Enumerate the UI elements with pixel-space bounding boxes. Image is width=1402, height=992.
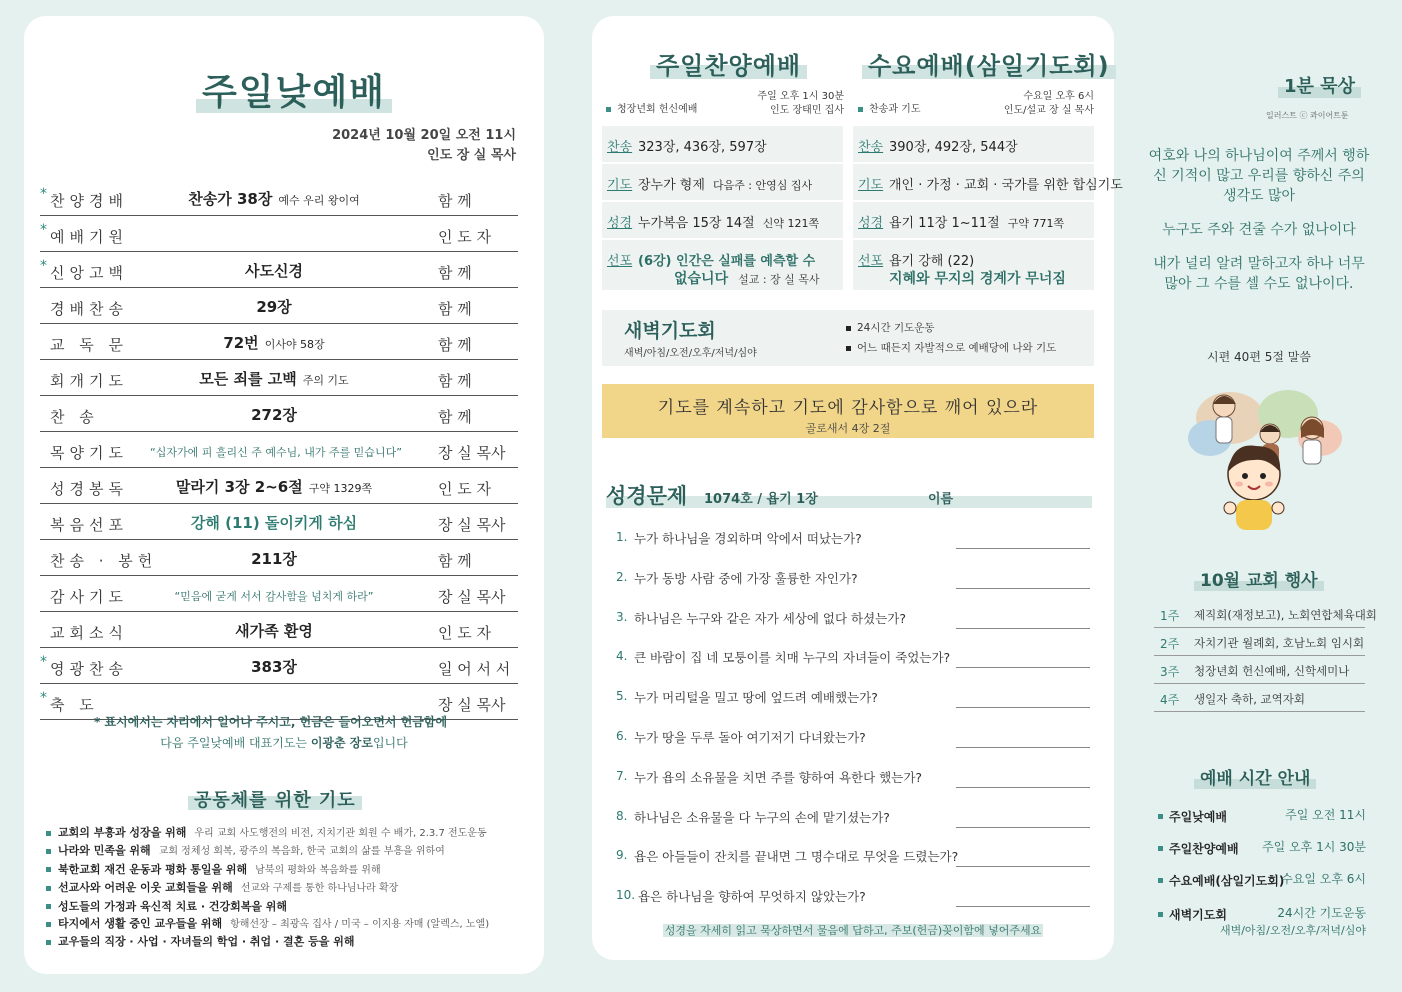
meditation-text: 여호와 나의 하나님이여 주께서 행하신 기적이 많고 우리를 향하신 주의 생각도 많아 누구도 주와 견줄 수가 없나이다 내가 널리 알려 말하고자 하나 너무 많아 그 수를 셀 수도 없나이다. bbox=[1148, 148, 1370, 292]
wednesday-meta: 수요일 오후 6시 인도/설교 장 실 목사 bbox=[1003, 91, 1094, 116]
worship-order-row bbox=[40, 432, 518, 468]
bullet-icon bbox=[46, 922, 51, 927]
worship-order-row bbox=[40, 216, 518, 252]
order-item-content: 272장 bbox=[251, 406, 297, 424]
order-item-person: 인 도 자 bbox=[438, 624, 492, 642]
bible-quiz-footer: 성경을 자세히 읽고 묵상하면서 물음에 답하고, 주보(헌금)꽂이함에 넣어주세요 bbox=[664, 924, 1042, 937]
quiz-number: 2. bbox=[616, 569, 628, 584]
bullet-icon bbox=[46, 867, 51, 872]
wednesday-service-title: 수요예배(삼일기도회) bbox=[868, 46, 1110, 81]
verse-text: 기도를 계속하고 기도에 감사함으로 깨어 있으라 bbox=[657, 398, 1039, 418]
dawn-prayer-title: 새벽기도회 bbox=[624, 320, 716, 342]
order-item-name: 목양기도 bbox=[50, 444, 128, 462]
stand-mark: * bbox=[40, 654, 47, 670]
event-name: 자치기관 월례회, 호남노회 임시회 bbox=[1194, 636, 1365, 650]
order-item-content: 모든 죄를 고백 주의 기도 bbox=[199, 370, 349, 388]
quiz-number: 8. bbox=[616, 808, 628, 823]
service-time-row bbox=[1158, 838, 1366, 857]
service-time: 주일 오전 11시 bbox=[1285, 808, 1366, 822]
service-row-value: 욥기 강해 (22) bbox=[889, 254, 975, 269]
order-item-person: 함 께 bbox=[438, 336, 472, 354]
quiz-question-text: 누가 땅을 두루 돌아 여기저기 다녀왔는가? bbox=[634, 730, 866, 745]
stand-mark: * bbox=[40, 690, 47, 706]
bullet-icon bbox=[1158, 878, 1163, 883]
order-item-content: 211장 bbox=[251, 550, 297, 568]
meditation-title: 1분 묵상 bbox=[1284, 72, 1355, 98]
quiz-number: 10. bbox=[616, 888, 636, 903]
sunday-praise-title: 주일찬양예배 bbox=[656, 46, 801, 81]
worship-order-row bbox=[40, 612, 518, 648]
service-row-label: 기도 bbox=[858, 178, 884, 193]
worship-order-row bbox=[40, 504, 518, 540]
answer-line[interactable] bbox=[956, 588, 1090, 589]
order-item-name: 축 도 bbox=[50, 696, 99, 714]
community-prayer-title: 공동체를 위한 기도 bbox=[194, 786, 356, 812]
order-item-person: 함 께 bbox=[438, 300, 472, 318]
event-row bbox=[1154, 628, 1365, 656]
service-row-value: 개인 · 가정 · 교회 · 국가를 위한 합심기도 bbox=[889, 178, 1123, 193]
answer-line[interactable] bbox=[956, 628, 1090, 629]
service-times-title: 예배 시간 안내 bbox=[1200, 764, 1310, 789]
event-name: 청장년회 헌신예배, 신학세미나 bbox=[1194, 664, 1350, 678]
service-row-value: 장누가 형제 다음주 : 안영심 집사 bbox=[638, 178, 813, 193]
worship-order-row bbox=[40, 576, 518, 612]
service-row-label: 성경 bbox=[607, 216, 633, 231]
order-item-content: 찬송가 38장 예수 우리 왕이여 bbox=[188, 190, 360, 208]
quiz-question-text: 누가 하나님을 경외하며 악에서 떠났는가? bbox=[634, 531, 862, 546]
quiz-question bbox=[616, 685, 1090, 709]
event-row bbox=[1154, 684, 1365, 712]
quiz-question-text: 누가 머리털을 밀고 땅에 엎드려 예배했는가? bbox=[634, 690, 878, 706]
prayer-item: 교회의 부흥과 성장을 위해 우리 교회 사도행전의 비전, 지치기관 회원 수 배가, 2.3.7 전도운동 bbox=[46, 824, 536, 842]
order-item-name: 영광찬송 bbox=[50, 660, 128, 678]
order-item-content: 29장 bbox=[256, 298, 292, 316]
sunday-praise-host: 청장년회 헌신예배 bbox=[606, 100, 697, 115]
event-week: 4주 bbox=[1160, 693, 1180, 707]
stand-mark: * bbox=[40, 186, 47, 202]
service-row bbox=[602, 202, 843, 240]
wednesday-details bbox=[853, 126, 1123, 292]
answer-line[interactable] bbox=[956, 827, 1090, 828]
meditation-reference: 시편 40편 5절 말씀 bbox=[1207, 350, 1311, 364]
worship-order-row bbox=[40, 252, 518, 288]
prayer-item: 선교사와 어려운 이웃 교회들을 위해 선교와 구제를 통한 하나님나라 확장 bbox=[46, 879, 536, 897]
service-time-row bbox=[1158, 904, 1366, 937]
order-item-name: 성경봉독 bbox=[50, 480, 128, 498]
bible-quiz-subtitle: 1074호 / 욥기 1장 bbox=[704, 492, 818, 507]
order-item-person: 장 실 목사 bbox=[438, 516, 506, 534]
service-row bbox=[853, 164, 1123, 202]
order-item-person: 함 께 bbox=[438, 552, 472, 570]
quiz-number: 7. bbox=[616, 768, 628, 783]
quiz-number: 9. bbox=[616, 848, 628, 863]
quiz-question bbox=[616, 805, 1090, 829]
service-row-value: 지혜와 무지의 경계가 무너짐 bbox=[889, 271, 1066, 287]
service-row bbox=[602, 240, 843, 292]
worship-title: 주일낮예배 bbox=[202, 64, 386, 115]
bullet-icon bbox=[1158, 846, 1163, 851]
service-time-row bbox=[1158, 870, 1366, 889]
bullet-icon bbox=[46, 940, 51, 945]
order-item-person: 장 실 목사 bbox=[438, 588, 506, 606]
service-time: 주일 오후 1시 30분 bbox=[1262, 840, 1366, 854]
service-row-label: 기도 bbox=[607, 178, 633, 193]
services-panel bbox=[592, 16, 1123, 960]
quiz-question-text: 하나님은 누구와 같은 자가 세상에 없다 하셨는가? bbox=[634, 610, 906, 626]
order-item-name: 회개기도 bbox=[50, 372, 128, 390]
order-item-content: 383장 bbox=[251, 658, 297, 676]
quiz-number: 3. bbox=[616, 609, 628, 624]
dawn-prayer-item: 24시간 기도운동 bbox=[846, 320, 935, 335]
event-week: 3주 bbox=[1160, 665, 1180, 679]
order-item-content: “믿음에 굳게 서서 감사함을 넘치게 하라” bbox=[174, 590, 374, 603]
worship-order-row bbox=[40, 180, 518, 216]
community-prayer-list bbox=[46, 824, 536, 951]
worship-order-row bbox=[40, 540, 518, 576]
service-time-row bbox=[1158, 806, 1366, 825]
order-item-name: 신앙고백 bbox=[50, 264, 128, 282]
order-item-sub: 주의 기도 bbox=[302, 374, 349, 387]
order-item-sub: 구약 1329쪽 bbox=[308, 482, 373, 495]
worship-order-row bbox=[40, 648, 518, 684]
order-item-name: 찬송 · 봉헌 bbox=[50, 552, 158, 570]
service-row-label: 성경 bbox=[858, 216, 884, 231]
order-item-content: “십자가에 피 흘리신 주 예수님, 내가 주를 믿습니다” bbox=[150, 446, 402, 459]
service-row bbox=[853, 240, 1094, 292]
service-time: 24시간 기도운동 bbox=[1277, 906, 1366, 920]
service-row-label: 선포 bbox=[858, 254, 884, 269]
worship-order-row bbox=[40, 324, 518, 360]
wednesday-host: 찬송과 기도 bbox=[858, 100, 920, 115]
stand-notice: * 표시에서는 자리에서 일어나 주시고, 헌금은 들어오면서 헌금함에 bbox=[94, 715, 448, 729]
dawn-prayer-times: 새벽/아침/오전/오후/저녁/심야 bbox=[624, 348, 757, 359]
illustration-credit: 일러스트 ⓒ 콰이어트툰 bbox=[1266, 111, 1349, 120]
quiz-question bbox=[616, 725, 1090, 749]
prayer-item: 북한교회 재건 운동과 평화 통일을 위해 남북의 평화와 복음화를 위해 bbox=[46, 861, 536, 879]
order-item-name: 교 독 문 bbox=[50, 336, 129, 354]
service-row bbox=[602, 126, 843, 164]
bullet-icon bbox=[46, 831, 51, 836]
order-item-name: 찬양경배 bbox=[50, 192, 128, 210]
sunday-praise-details bbox=[602, 126, 843, 292]
service-row-label: 찬송 bbox=[607, 140, 633, 155]
order-item-person: 함 께 bbox=[438, 408, 472, 426]
bible-quiz-title: 성경문제 bbox=[606, 484, 688, 508]
order-item-person: 인 도 자 bbox=[438, 228, 492, 246]
service-name: 수요예배(삼일기도회) bbox=[1169, 874, 1285, 888]
verse-banner bbox=[602, 384, 1094, 438]
dawn-prayer-box bbox=[602, 310, 1094, 366]
bullet-icon bbox=[46, 849, 51, 854]
prayer-item: 나라와 민족을 위해 교회 정체성 회복, 광주의 복음화, 한국 교회의 삶를 부흥을 위하여 bbox=[46, 842, 536, 860]
quiz-question-text: 하나님은 소유물을 다 누구의 손에 맡기셨는가? bbox=[634, 809, 890, 825]
quiz-question-text: 욥은 하나님을 향하여 무엇하지 않았는가? bbox=[638, 889, 866, 905]
bullet-icon bbox=[1158, 814, 1163, 819]
order-item-person: 일 어 서 서 bbox=[438, 660, 511, 678]
service-time: 수요일 오후 6시 bbox=[1281, 872, 1366, 886]
quiz-question-text: 욥은 아들들이 잔치를 끝내면 그 명수대로 무엇을 드렸는가? bbox=[634, 849, 959, 865]
event-name: 생일자 축하, 교역자회 bbox=[1194, 692, 1305, 706]
answer-line[interactable] bbox=[956, 548, 1090, 549]
order-item-sub: 이사야 58장 bbox=[264, 338, 325, 351]
quiz-question bbox=[616, 566, 1090, 590]
order-item-person: 함 께 bbox=[438, 264, 472, 282]
bullet-icon bbox=[46, 904, 51, 909]
october-events-title: 10월 교회 행사 bbox=[1200, 566, 1318, 591]
answer-line[interactable] bbox=[956, 747, 1090, 748]
worship-date: 2024년 10월 20일 오전 11시 bbox=[332, 128, 516, 143]
order-item-name: 감사기도 bbox=[50, 588, 128, 606]
service-row-value: 없습니다 설교 : 장 실 목사 bbox=[674, 271, 820, 287]
worship-order-row bbox=[40, 396, 518, 432]
order-item-name: 찬 송 bbox=[50, 408, 99, 426]
service-row-value: 욥기 11장 1~11절 구약 771쪽 bbox=[889, 216, 1065, 231]
order-item-sub: 예수 우리 왕이여 bbox=[278, 194, 360, 207]
order-item-content: 강해 (11) 돌이키게 하심 bbox=[190, 514, 358, 532]
quiz-question bbox=[616, 884, 1090, 908]
quiz-question bbox=[616, 765, 1090, 789]
prayer-item: 교우들의 직장 · 사업 · 자녀들의 학업 · 취업 · 결혼 등을 위해 bbox=[46, 933, 536, 950]
order-item-name: 경배찬송 bbox=[50, 300, 128, 318]
stand-mark: * bbox=[40, 222, 47, 238]
service-row-value: 323장, 436장, 597장 bbox=[638, 140, 767, 155]
order-item-person: 함 께 bbox=[438, 372, 472, 390]
order-item-person: 장 실 목사 bbox=[438, 444, 506, 462]
order-item-content: 새가족 환영 bbox=[235, 622, 313, 640]
quiz-question-text: 큰 바람이 집 네 모퉁이를 치매 누구의 자녀들이 죽었는가? bbox=[634, 650, 951, 666]
quiz-number: 6. bbox=[616, 729, 628, 743]
worship-order-row bbox=[40, 288, 518, 324]
service-row-label: 찬송 bbox=[858, 140, 884, 155]
quiz-number: 4. bbox=[616, 649, 628, 664]
bible-quiz-name-label: 이름 bbox=[928, 492, 954, 507]
event-row bbox=[1154, 656, 1365, 684]
sunday-worship-panel bbox=[24, 16, 544, 974]
dawn-prayer-item: 어느 때든지 자발적으로 예배당에 나와 기도 bbox=[846, 340, 1056, 355]
order-item-name: 예배기원 bbox=[50, 228, 128, 246]
event-week: 2주 bbox=[1160, 637, 1180, 651]
order-item-name: 복음선포 bbox=[50, 516, 128, 534]
worship-preacher: 인도 장 실 목사 bbox=[427, 148, 516, 163]
event-week: 1주 bbox=[1160, 609, 1180, 623]
answer-line[interactable] bbox=[956, 667, 1090, 668]
bullet-icon bbox=[46, 886, 51, 891]
service-row bbox=[602, 164, 843, 202]
service-row-label: 선포 bbox=[607, 254, 633, 269]
order-item-content: 사도신경 bbox=[245, 262, 303, 280]
quiz-number: 5. bbox=[616, 689, 628, 704]
order-item-person: 함 께 bbox=[438, 192, 472, 210]
quiz-question bbox=[616, 844, 1090, 868]
quiz-question-text: 누가 동방 사람 중에 가장 훌륭한 자인가? bbox=[634, 570, 858, 586]
quiz-question bbox=[616, 645, 1090, 669]
bullet-icon bbox=[1158, 912, 1163, 917]
service-row-value: 누가복음 15장 14절 신약 121쪽 bbox=[638, 216, 820, 231]
answer-line[interactable] bbox=[956, 906, 1090, 907]
prayer-item: 성도들의 가정과 육신적 치료 · 건강회복을 위해 bbox=[46, 898, 536, 915]
answer-line[interactable] bbox=[956, 707, 1090, 708]
quiz-question-text: 누가 욥의 소유물을 치면 주를 향하여 욕한다 했는가? bbox=[634, 769, 923, 785]
service-time-sub: 새벽/아침/오전/오후/저녁/심야 bbox=[1219, 924, 1366, 937]
answer-line[interactable] bbox=[956, 866, 1090, 867]
service-row bbox=[853, 126, 1094, 164]
order-item-person: 장 실 목사 bbox=[438, 696, 506, 714]
order-item-name: 교회소식 bbox=[50, 624, 128, 642]
jesus-children-illustration bbox=[1170, 376, 1350, 536]
answer-line[interactable] bbox=[956, 787, 1090, 788]
prayer-item: 타지에서 생활 중인 교우들을 위해 항해선장 – 최광옥 집사 / 미국 – 이지용 자매 (알렉스, 노엘) bbox=[46, 915, 536, 933]
quiz-number: 1. bbox=[616, 530, 628, 544]
worship-order-row bbox=[40, 360, 518, 396]
next-prayer-notice: 다음 주일낮예배 대표기도는 이광춘 장로입니다 bbox=[160, 736, 408, 750]
order-item-person: 인 도 자 bbox=[438, 480, 492, 498]
service-name: 주일찬양예배 bbox=[1169, 842, 1239, 856]
quiz-question bbox=[616, 606, 1090, 630]
stand-mark: * bbox=[40, 258, 47, 274]
worship-order-row bbox=[40, 468, 518, 504]
event-name: 제직회(재정보고), 노회연합체육대회 bbox=[1194, 608, 1377, 622]
service-row-value: 390장, 492장, 544장 bbox=[889, 140, 1018, 155]
order-item-content: 말라기 3장 2~6절 구약 1329쪽 bbox=[175, 478, 373, 496]
service-row-value: (6강) 인간은 실패를 예측할 수 bbox=[638, 254, 816, 269]
event-row bbox=[1154, 600, 1377, 628]
service-row bbox=[853, 202, 1094, 240]
service-name: 새벽기도회 bbox=[1169, 908, 1227, 922]
order-item-content: 72번 이사야 58장 bbox=[223, 334, 325, 352]
quiz-question bbox=[616, 526, 1090, 550]
verse-reference: 골로새서 4장 2절 bbox=[805, 422, 891, 435]
service-name: 주일낮예배 bbox=[1169, 810, 1227, 824]
sunday-praise-meta: 주일 오후 1시 30분 인도 장태민 집사 bbox=[757, 91, 844, 116]
bible-quiz-header bbox=[606, 480, 1092, 510]
